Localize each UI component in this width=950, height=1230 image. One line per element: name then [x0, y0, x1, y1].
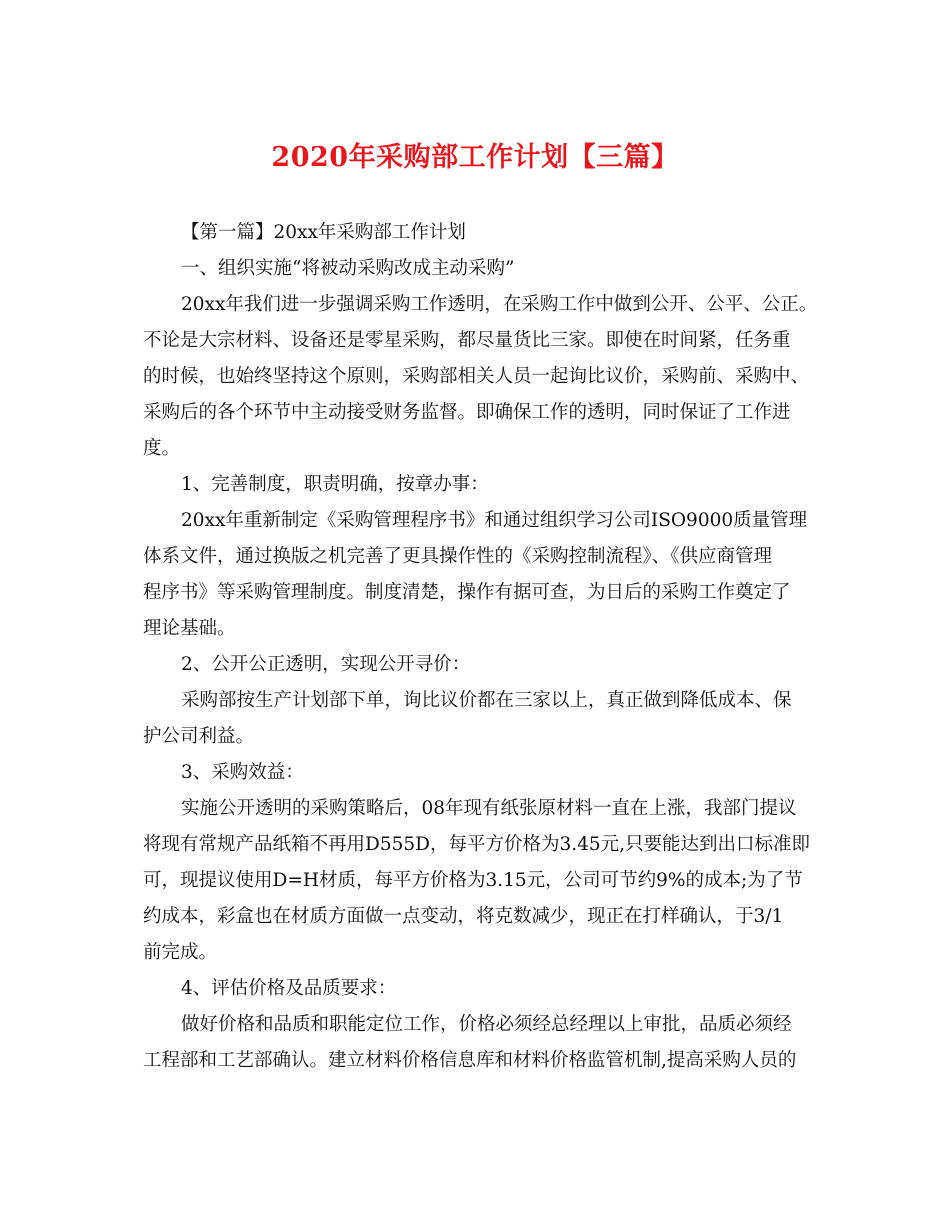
document-body — [143, 215, 818, 1079]
paragraph-line: 可，现提议使用D=H材质，每平方价格为3.15元，公司可节约9%的成本;为了节 — [143, 870, 803, 891]
section-heading: 【第一篇】20xx年采购部工作计划 — [181, 222, 466, 243]
paragraph-line: 程序书》等采购管理制度。制度清楚，操作有据可查，为日后的采购工作奠定了 — [143, 582, 791, 603]
paragraph-line: 采购后的各个环节中主动接受财务监督。即确保工作的透明，同时保证了工作进 — [143, 402, 791, 423]
paragraph-line: 不论是大宗材料、设备还是零星采购，都尽量货比三家。即使在时间紧，任务重 — [143, 330, 791, 351]
paragraph-line: 工程部和工艺部确认。建立材料价格信息库和材料价格监管机制,提高采购人员的 — [143, 1050, 797, 1071]
paragraph-line: 将现有常规产品纸箱不再用D555D，每平方价格为3.45元,只要能达到出口标准即 — [143, 834, 811, 855]
paragraph-line: 约成本，彩盒也在材质方面做一点变动，将克数减少，现正在打样确认，于3/1 — [143, 906, 784, 927]
item-heading: 1、完善制度，职责明确，按章办事： — [181, 474, 489, 495]
subsection-heading: 一、组织实施“将被动采购改成主动采购” — [181, 258, 515, 279]
paragraph-line: 前完成。 — [143, 942, 218, 963]
paragraph-line: 20xx年重新制定《采购管理程序书》和通过组织学习公司ISO9000质量管理 — [181, 510, 808, 531]
item-heading: 2、公开公正透明，实现公开寻价： — [181, 654, 471, 675]
item-heading: 4、评估价格及品质要求： — [181, 978, 397, 999]
paragraph-line: 做好价格和品质和职能定位工作，价格必须经总经理以上审批，品质必须经 — [181, 1014, 792, 1035]
paragraph-line: 采购部按生产计划部下单，询比议价都在三家以上，真正做到降低成本、保 — [181, 690, 792, 711]
paragraph-line: 的时候，也始终坚持这个原则，采购部相关人员一起询比议价，采购前、采购中、 — [143, 366, 810, 387]
paragraph-line: 实施公开透明的采购策略后，08年现有纸张原材料一直在上涨，我部门提议 — [181, 798, 797, 819]
paragraph-line: 理论基础。 — [143, 618, 236, 639]
document-title: 2020年采购部工作计划【三篇】 — [271, 142, 679, 173]
paragraph-line: 体系文件，通过换版之机完善了更具操作性的《采购控制流程》、《供应商管理 — [143, 546, 773, 567]
paragraph-line: 护公司利益。 — [143, 726, 255, 747]
item-heading: 3、采购效益： — [181, 762, 304, 783]
paragraph-line: 度。 — [143, 438, 181, 459]
paragraph-line: 20xx年我们进一步强调采购工作透明，在采购工作中做到公开、公平、公正。 — [181, 294, 818, 315]
